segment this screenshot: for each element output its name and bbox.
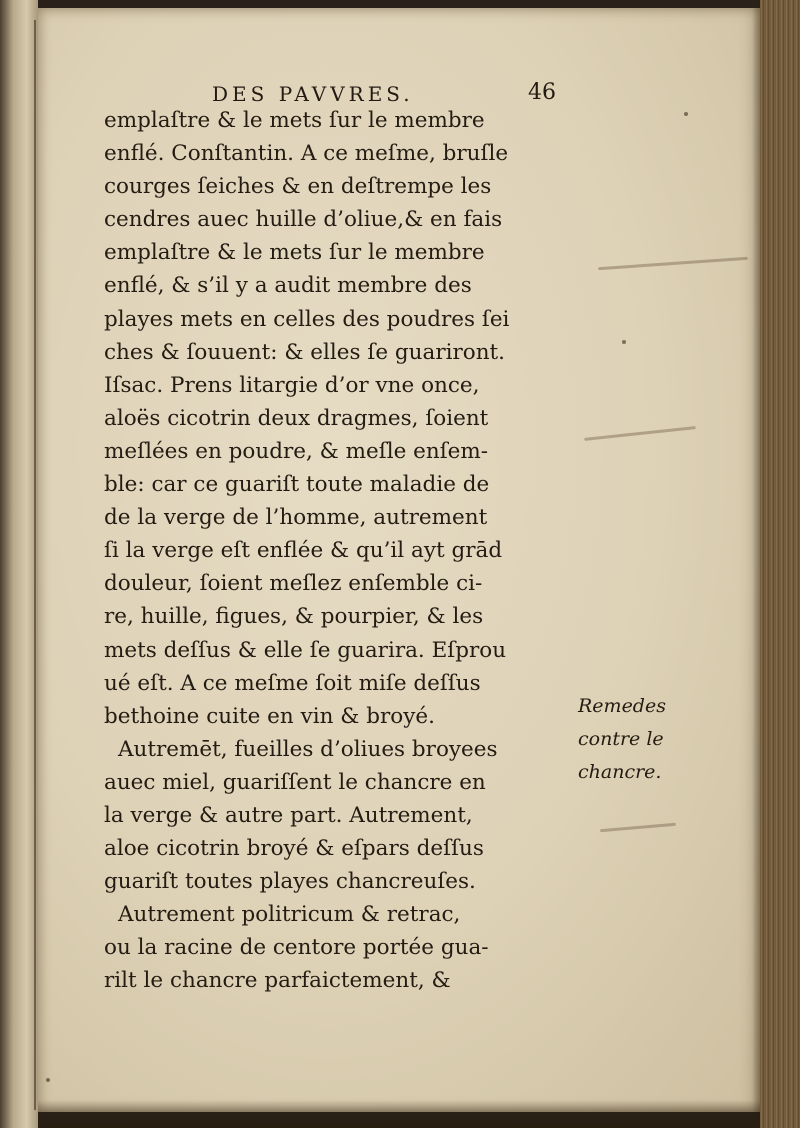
book-fore-edge	[760, 0, 800, 1128]
text-line: enflé, & s’il y a audit membre des	[104, 273, 472, 299]
text-line: ou la racine de centore portée gua-	[104, 935, 489, 961]
text-line: meſlées en poudre, & meſle enſem-	[104, 438, 489, 464]
text-line: aloe cicotrin broyé & eſpars deſſus	[104, 836, 484, 862]
ink-speck	[46, 1078, 50, 1082]
text-line: cendres auec huille d’oliue,& en fais	[104, 207, 503, 233]
text-line: enflé. Conſtantin. A ce meſme, bruſle	[104, 141, 509, 167]
gutter-line	[34, 20, 36, 1110]
text-line: emplaſtre & le mets ſur le membre	[104, 108, 485, 133]
marginal-note	[578, 690, 666, 789]
text-line: courges ſeiches & en deſtrempe les	[104, 174, 492, 200]
previous-page-edge	[0, 0, 38, 1128]
text-line: la verge & autre part. Autrement,	[104, 802, 473, 828]
running-head: DES PAVVRES.	[212, 82, 414, 106]
text-line: bethoine cuite en vin & broyé.	[104, 703, 435, 729]
text-line: de la verge de l’homme, autrement	[104, 505, 488, 531]
marginal-note-line: chancre.	[578, 761, 662, 783]
ink-speck	[622, 340, 626, 344]
text-line: douleur, ſoient meſlez enſemble ci-	[104, 571, 483, 597]
text-line: rilt le chancre parfaictement, &	[104, 968, 451, 994]
page-number: 46	[528, 80, 556, 105]
text-line: Autremēt, fueilles d’oliues broyees	[118, 736, 498, 762]
text-line: mets deſſus & elle ſe guarira. Eſprou	[104, 637, 507, 663]
text-line: re, huille, figues, & pourpier, & les	[104, 604, 484, 630]
text-line: guariſt toutes playes chancreuſes.	[104, 869, 476, 895]
marginal-note-line: Remedes	[578, 695, 666, 717]
text-line: ble: car ce guariſt toute maladie de	[104, 472, 490, 498]
body-text	[104, 104, 574, 998]
text-line: ches & ſouuent: & elles ſe guariront.	[104, 339, 506, 365]
text-line: Autrement politricum & retrac,	[118, 902, 461, 928]
text-line: emplaſtre & le mets ſur le membre	[104, 240, 485, 266]
text-line: playes mets en celles des poudres ſei	[104, 306, 510, 332]
page-bottom-shadow	[38, 1100, 760, 1128]
text-line: ſi la verge eſt enflée & qu’il ayt grād	[104, 538, 503, 564]
marginal-note-line: contre le	[578, 728, 664, 750]
text-line: Iſsac. Prens litargie d’or vne once,	[104, 372, 480, 398]
text-line: aloës cicotrin deux dragmes, ſoient	[104, 405, 489, 431]
ink-speck	[684, 112, 688, 116]
text-line: auec miel, guariſſent le chancre en	[104, 769, 486, 795]
text-line: ué eſt. A ce meſme ſoit miſe deſſus	[104, 670, 481, 696]
